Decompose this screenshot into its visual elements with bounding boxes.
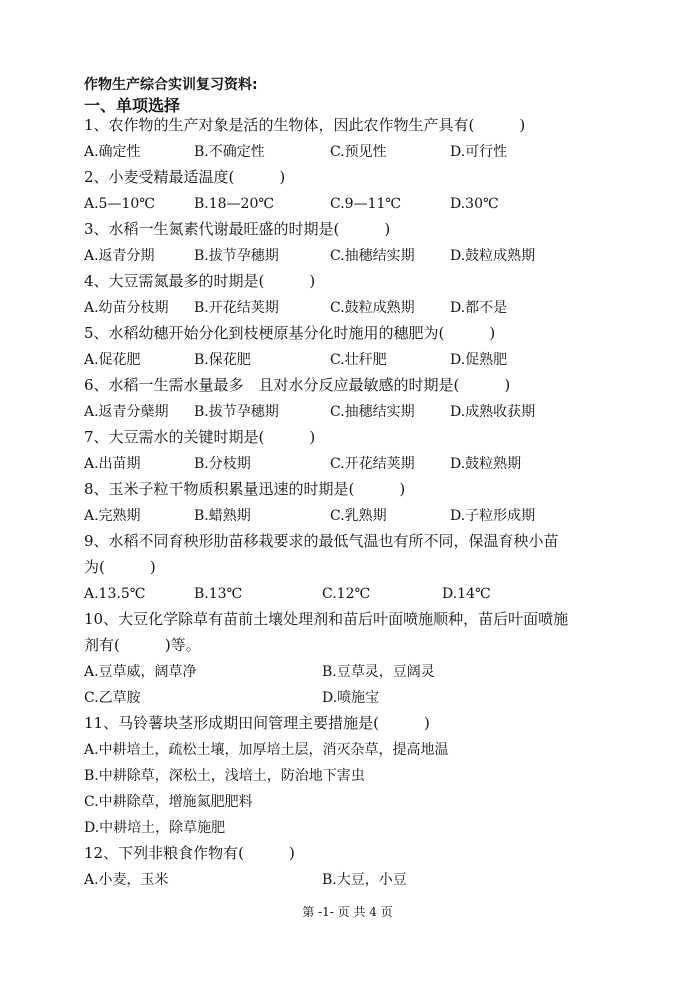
question-6-option-d: D.成熟收获期 (450, 404, 536, 420)
question-7: 7、大豆需水的关键时期是( ) (84, 428, 316, 446)
question-7-option-b: B.分枝期 (194, 456, 251, 472)
question-4-option-d: D.都不是 (450, 300, 508, 316)
question-1: 1、农作物的生产对象是活的生物体，因此农作物生产具有( ) (84, 116, 526, 134)
question-10-option-a: A.豆草威，阔草净 (84, 664, 197, 680)
question-8-option-d: D.子粒形成期 (450, 508, 536, 524)
question-9-line-2: 为( ) (84, 558, 156, 576)
question-6-option-c: C.抽穗结实期 (330, 404, 415, 420)
question-1-option-c: C.预见性 (330, 144, 387, 160)
question-8-option-a: A.完熟期 (84, 508, 141, 524)
question-10-option-c: C.乙草胺 (84, 690, 141, 706)
question-10-line-1: 10、大豆化学除草有苗前土壤处理剂和苗后叶面喷施顺种，苗后叶面喷施 (84, 610, 569, 628)
question-4-option-b: B.开花结荚期 (194, 300, 279, 316)
section-heading: 一、单项选择 (84, 96, 181, 115)
question-6-option-a: A.返青分蘖期 (84, 404, 169, 420)
question-3-option-a: A.返青分期 (84, 248, 155, 264)
question-9-option-a: A.13.5℃ (84, 586, 146, 602)
question-10-line-2: 剂有( )等。 (84, 636, 201, 654)
question-2: 2、小麦受精最适温度( ) (84, 168, 286, 186)
question-12: 12、下列非粮食作物有( ) (84, 844, 295, 862)
question-9-option-d: D.14℃ (442, 586, 491, 602)
question-4-option-a: A.幼苗分枝期 (84, 300, 169, 316)
question-3-option-d: D.鼓粒成熟期 (450, 248, 536, 264)
question-12-option-a: A.小麦，玉米 (84, 872, 169, 888)
question-4: 4、大豆需氮最多的时期是( ) (84, 272, 316, 290)
question-11-option-d: D.中耕培土，除草施肥 (84, 820, 226, 836)
document-title: 作物生产综合实训复习资料: (84, 77, 258, 93)
question-9-option-b: B.13℃ (194, 586, 243, 602)
question-3-option-c: C.抽穗结实期 (330, 248, 415, 264)
question-5-option-d: D.促熟肥 (450, 352, 508, 368)
question-5-option-a: A.促花肥 (84, 352, 141, 368)
question-10-option-b: B.豆草灵，豆阔灵 (322, 664, 435, 680)
question-1-option-a: A.确定性 (84, 144, 141, 160)
question-2-option-a: A.5—10℃ (84, 196, 155, 212)
page-footer: 第 -1- 页 共 4 页 (302, 905, 393, 919)
question-11: 11、马铃薯块茎形成期田间管理主要措施是( ) (84, 714, 430, 732)
question-1-option-b: B.不确定性 (194, 144, 265, 160)
question-5: 5、水稻幼穗开始分化到枝梗原基分化时施用的穗肥为( ) (84, 324, 496, 342)
question-10-option-d: D.喷施宝 (322, 690, 380, 706)
question-8-option-b: B.蜡熟期 (194, 508, 251, 524)
question-8: 8、玉米子粒干物质积累量迅速的时期是( ) (84, 480, 406, 498)
question-7-option-c: C.开花结荚期 (330, 456, 415, 472)
question-6-option-b: B.拔节孕穗期 (194, 404, 279, 420)
question-7-option-a: A.出苗期 (84, 456, 141, 472)
question-3: 3、水稻一生氮素代谢最旺盛的时期是( ) (84, 220, 391, 238)
question-6: 6、水稻一生需水量最多 且对水分反应最敏感的时期是( ) (84, 376, 511, 394)
question-9-option-c: C.12℃ (322, 586, 371, 602)
question-3-option-b: B.拔节孕穗期 (194, 248, 279, 264)
question-4-option-c: C.鼓粒成熟期 (330, 300, 415, 316)
question-1-option-d: D.可行性 (450, 144, 508, 160)
question-9-line-1: 9、水稻不同育秧形肋苗移栽要求的最低气温也有所不同，保温育秧小苗 (84, 532, 559, 550)
question-2-option-c: C.9—11℃ (330, 196, 402, 212)
question-11-option-b: B.中耕除草，深松土，浅培土，防治地下害虫 (84, 768, 365, 784)
question-2-option-d: D.30℃ (450, 196, 499, 212)
question-11-option-c: C.中耕除草，增施氮肥肥料 (84, 794, 253, 810)
question-2-option-b: B.18—20℃ (194, 196, 275, 212)
question-11-option-a: A.中耕培土，疏松土壤，加厚培土层，消灭杂草，提高地温 (84, 742, 449, 758)
question-5-option-b: B.保花肥 (194, 352, 251, 368)
question-8-option-c: C.乳熟期 (330, 508, 387, 524)
question-5-option-c: C.壮秆肥 (330, 352, 387, 368)
question-7-option-d: D.鼓粒熟期 (450, 456, 522, 472)
question-12-option-b: B.大豆，小豆 (322, 872, 407, 888)
